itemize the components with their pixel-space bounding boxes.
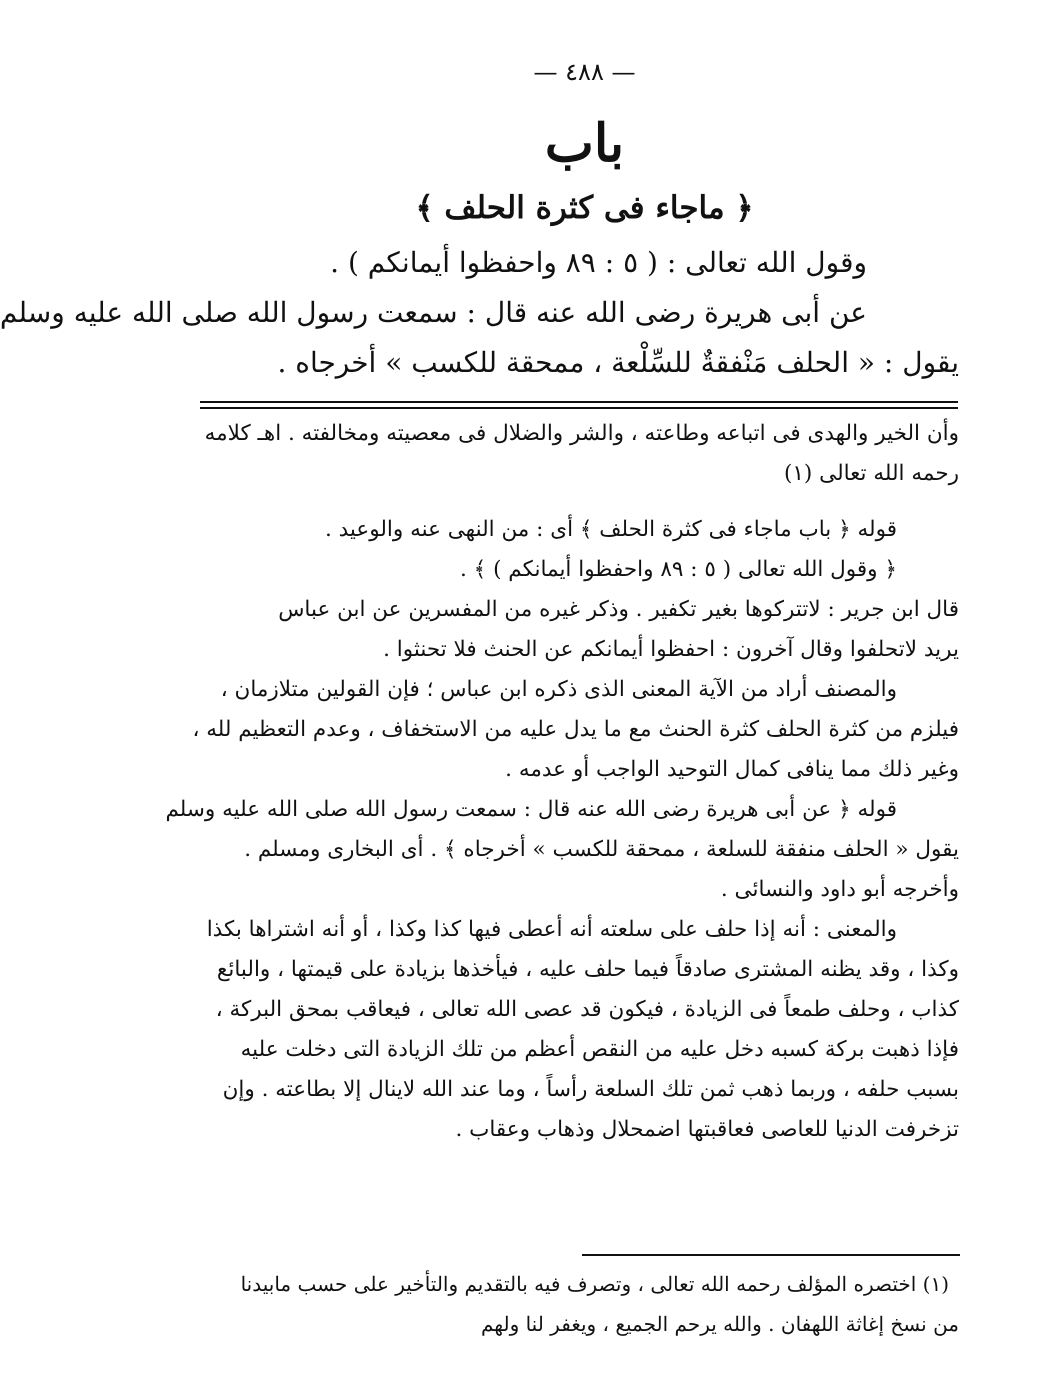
commentary-line: وأن الخير والهدى فى اتباعه وطاعته ، والشر والضلال فى معصيته ومخالفته . اهـ كلامه: [204, 421, 959, 446]
page-number: — ٤٨٨ —: [533, 58, 636, 86]
paragraph-gap: [207, 494, 959, 510]
commentary-line: والمصنف أراد من الآية المعنى الذى ذكره ابن عباس ؛ فإن القولين متلازمان ،: [220, 677, 897, 702]
main-text-line: يقول : « الحلف مَنْفقةٌ للسِّلْعة ، ممحقة للكسب » أخرجاه .: [277, 346, 959, 379]
commentary-line: وكذا ، وقد يظنه المشترى صادقاً فيما حلف عليه ، فيأخذها بزيادة على قيمتها ، والبائع: [216, 957, 959, 982]
commentary-line: فيلزم من كثرة الحلف كثرة الحنث مع ما يدل عليه من الاستخفاف ، وعدم التعظيم لله ،: [192, 717, 959, 742]
chapter-heading: باب: [544, 113, 625, 174]
footnote-line: (١) اختصره المؤلف رحمه الله تعالى ، وتصرف فيه بالتقديم والتأخير على حسب مابيدنا: [240, 1272, 949, 1296]
footnote-divider: [582, 1254, 960, 1256]
commentary-line: قال ابن جرير : لاتتركوها بغير تكفير . وذكر غيره من المفسرين عن ابن عباس: [278, 597, 959, 622]
commentary-line: رحمه الله تعالى (١): [783, 461, 959, 486]
commentary-line: قوله ﴿ عن أبى هريرة رضى الله عنه قال : سمعت رسول الله صلى الله عليه وسلم: [165, 797, 897, 822]
main-text-line: وقول الله تعالى : ( ٥ : ٨٩ واحفظوا أيمانكم ) .: [330, 246, 867, 279]
commentary-line: وغير ذلك مما ينافى كمال التوحيد الواجب أو عدمه .: [505, 757, 959, 782]
commentary-line: بسبب حلفه ، وربما ذهب ثمن تلك السلعة رأساً ، وما عند الله لاينال إلا بطاعته . وإن: [222, 1077, 959, 1102]
commentary-line: ﴿ وقول الله تعالى ( ٥ : ٨٩ واحفظوا أيمانكم ) ﴾ .: [459, 557, 897, 582]
commentary-line: قوله ﴿ باب ماجاء فى كثرة الحلف ﴾ أى : من النهى عنه والوعيد .: [324, 517, 897, 542]
footnote-block: [207, 1264, 959, 1344]
commentary-block: [165, 414, 959, 1150]
section-divider: [200, 401, 958, 409]
commentary-line: والمعنى : أنه إذا حلف على سلعته أنه أعطى فيها كذا وكذا ، أو أنه اشتراها بكذا: [206, 917, 897, 942]
commentary-line: يقول « الحلف منفقة للسلعة ، ممحقة للكسب » أخرجاه ﴾ . أى البخارى ومسلم .: [244, 837, 959, 862]
commentary-line: تزخرفت الدنيا للعاصى فعاقبتها اضمحلال وذهاب وعقاب .: [455, 1117, 959, 1142]
commentary-line: فإذا ذهبت بركة كسبه دخل عليه من النقص أعظم من تلك الزيادة التى دخلت عليه: [240, 1037, 959, 1062]
footnote-line: من نسخ إغاثة اللهفان . والله يرحم الجميع ، ويغفر لنا ولهم: [480, 1312, 959, 1336]
commentary-line: وأخرجه أبو داود والنسائى .: [720, 877, 959, 902]
commentary-line: يريد لاتحلفوا وقال آخرون : احفظوا أيمانكم عن الحنث فلا تحنثوا .: [383, 637, 959, 662]
main-text-block: [0, 238, 959, 388]
chapter-subtitle: ﴿ ماجاء فى كثرة الحلف ﴾: [415, 190, 754, 226]
commentary-line: كذاب ، وحلف طمعاً فى الزيادة ، فيكون قد عصى الله تعالى ، فيعاقب بمحق البركة ،: [215, 997, 959, 1022]
main-text-line: عن أبى هريرة رضى الله عنه قال : سمعت رسول الله صلى الله عليه وسلم: [0, 296, 867, 329]
